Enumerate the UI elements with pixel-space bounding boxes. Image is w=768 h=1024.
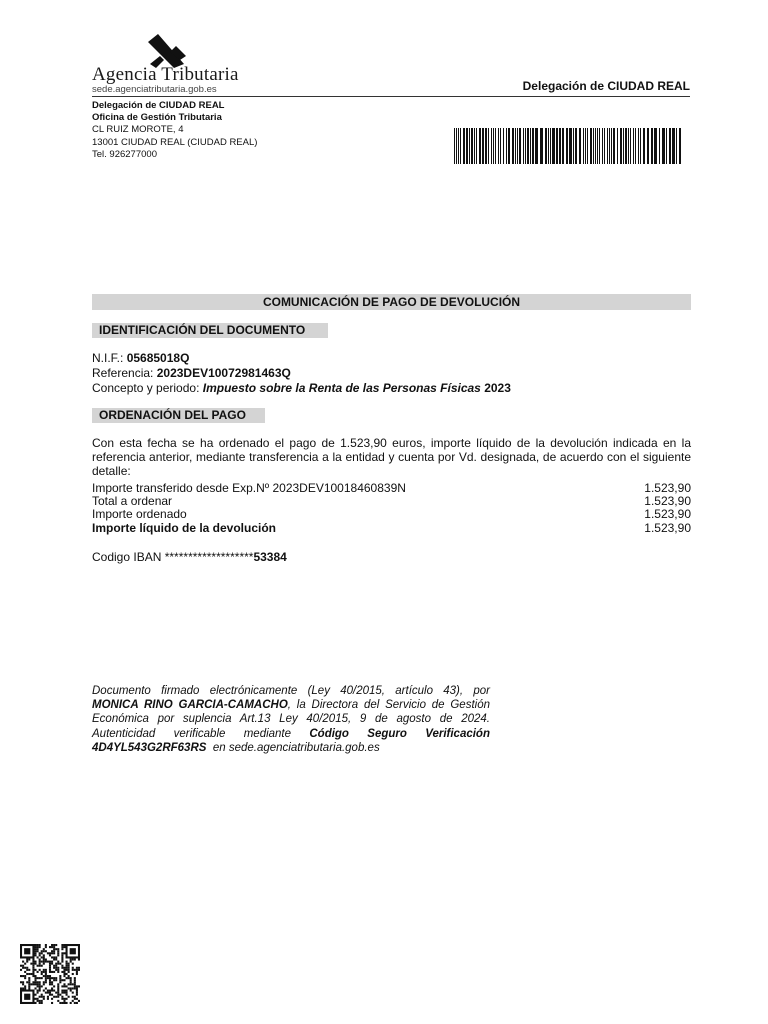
qr-code-icon [20,944,80,1004]
header-delegation: Delegación de CIUDAD REAL [522,79,690,93]
document-title: COMUNICACIÓN DE PAGO DE DEVOLUCIÓN [92,294,691,310]
signature-text-2: , la Directora del Servicio de Gestión Económica por suplencia Art.13 Ley 40/2015, 9 de agosto de 2024. Autenticidad verificable mediante [92,699,490,740]
barcode-icon [454,128,684,164]
sender-address [92,100,257,161]
electronic-signature [92,684,490,755]
payment-paragraph: Con esta fecha se ha ordenado el pago de 1.523,90 euros, importe líquido de la devolución indicada en la referencia anterior, mediante transferencia a la entidad y cuenta por Vd. designada, de acuerdo con el siguiente detalle: [92,436,691,478]
detail-row [92,494,691,508]
detail-label: Importe líquido de la devolución [92,521,277,535]
address-line-2: Oficina de Gestión Tributaria [92,112,222,124]
identification-heading: IDENTIFICACIÓN DEL DOCUMENTO [92,323,328,338]
address-line-1: Delegación de CIUDAD REAL [92,100,225,111]
agencia-tributaria-logo-icon [146,34,186,68]
reference-value: 2023DEV10072981463Q [156,366,291,380]
reference-field [92,366,291,381]
signer-name: MONICA RINO GARCIA-CAMACHO [92,699,288,712]
nif-value: 05685018Q [126,351,190,365]
iban-label: Codigo IBAN [92,550,162,564]
detail-label: Importe ordenado [92,507,187,521]
concept-field [92,381,511,396]
detail-value: 1.523,90 [644,521,691,535]
detail-value: 1.523,90 [644,507,691,521]
iban-masked: ******************* [164,550,254,564]
nif-label: N.I.F.: [92,351,124,365]
header-divider [92,96,690,97]
nif-field [92,351,189,366]
detail-row [92,507,691,521]
detail-value: 1.523,90 [644,494,691,508]
logo-url: sede.agenciatributaria.gob.es [92,84,217,95]
concept-year: 2023 [484,381,511,395]
logo-name: Agencia Tributaria [92,64,239,85]
detail-value: 1.523,90 [644,481,691,495]
concept-label: Concepto y periodo: [92,381,200,395]
payment-heading: ORDENACIÓN DEL PAGO [92,408,265,423]
detail-label: Importe transferido desde Exp.Nº 2023DEV10018460839N [92,481,406,495]
csv-label: Código Seguro Verificación [309,727,490,740]
iban-tail: 53384 [253,550,287,564]
csv-code: 4D4YL543G2RF63RS [92,741,207,754]
verification-site: sede.agenciatributaria.gob.es [228,741,380,754]
detail-row [92,481,691,495]
signature-text-3: en [212,741,226,754]
address-line-4: 13001 CIUDAD REAL (CIUDAD REAL) [92,136,258,148]
signature-text-1: Documento firmado electrónicamente (Ley 40/2015, artículo 43), por [92,685,490,697]
concept-value: Impuesto sobre la Renta de las Personas Físicas [202,381,481,395]
address-line-5: Tel. 926277000 [92,148,157,160]
detail-row-total [92,521,691,535]
address-line-3: CL RUIZ MOROTE, 4 [92,124,184,136]
reference-label: Referencia: [92,366,154,380]
iban-field [92,550,287,564]
detail-label: Total a ordenar [92,494,173,508]
